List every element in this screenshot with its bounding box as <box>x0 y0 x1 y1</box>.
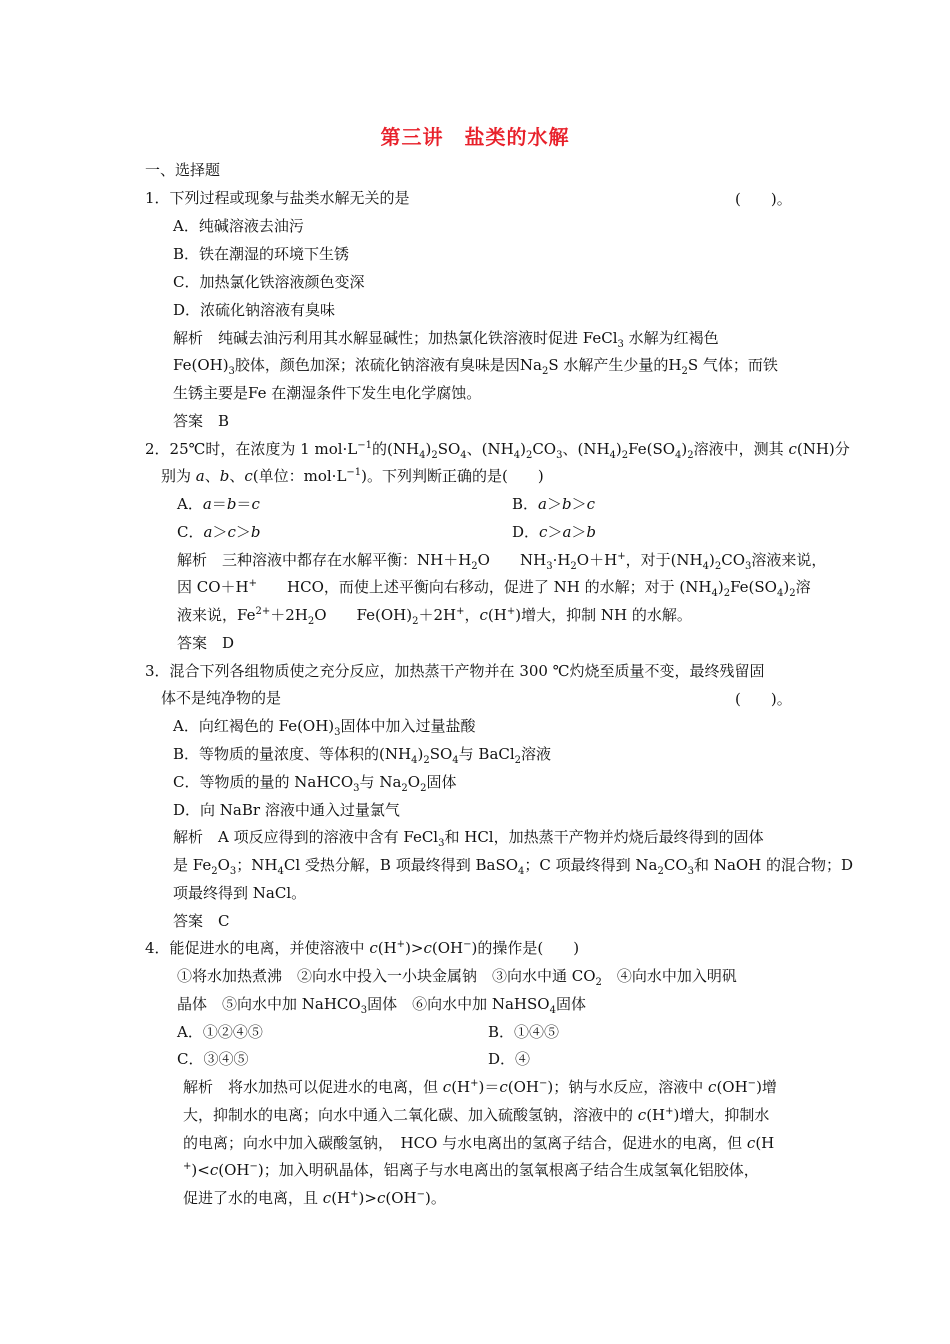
q1-analysis-line1: 解析 纯碱去油污利用其水解显碱性；加热氯化铁溶液时促进 FeCl$_3$ 水解为红褐色 <box>173 329 719 350</box>
q2-analysis-line1: 解析 三种溶液中都存在水解平衡：$NH+H_2O$ $NH_3\cdot H_2O+H^+$，对于$(NH_4)_2CO_3$溶液来说， <box>177 551 827 572</box>
q1-analysis-line2: $Fe(OH)_3$胶体，颜色加深；浓硫化钠溶液有臭味是因$Na_2S$ 水解产生少量的$H_2S$ 气体；而铁 <box>173 356 778 377</box>
q4-items-line2: 晶体 ⑤向水中加 NaHCO$_3$固体 ⑥向水中加 NaHSO$_4$固体 <box>177 995 586 1016</box>
q1-option-c: C．加热氯化铁溶液颜色变深 <box>173 273 365 291</box>
q1-option-d: D．浓硫化钠溶液有臭味 <box>173 301 336 319</box>
q2-option-a: A．a＝b＝c <box>177 495 260 513</box>
q2-answer: 答案 D <box>177 634 235 652</box>
q4-option-d: D．④ <box>488 1050 531 1068</box>
q2-stem-line2: 别为 a、b、c(单位：$mol\cdot L^{-1}$)。下列判断正确的是( ) <box>161 467 544 485</box>
q4-analysis-line2: 大，抑制水的电离；向水中通入二氧化碳、加入硫酸氢钠，溶液中的 c(H+)增大，抑制水 <box>183 1106 770 1124</box>
q3-option-a: A．向红褐色的 $Fe(OH)_3$固体中加入过量盐酸 <box>173 717 476 738</box>
q4-analysis-line1: 解析 将水加热可以促进水的电离，但 c(H+)＝c(OH−)；钠与水反应，溶液中 c(OH−)增 <box>183 1078 777 1096</box>
q4-option-c: C．③④⑤ <box>177 1050 249 1068</box>
q3-answer-blank: ( )。 <box>735 690 792 708</box>
q3-option-c: C．等物质的量的 NaHCO$_3$与 $Na_2O_2$固体 <box>173 773 457 794</box>
q1-analysis-line3: 生锈主要是Fe 在潮湿条件下发生电化学腐蚀。 <box>173 384 482 402</box>
q1-stem: 1．下列过程或现象与盐类水解无关的是 <box>145 189 410 207</box>
q4-analysis-line5: 促进了水的电离，且 c(H+)>c(OH−)。 <box>183 1189 446 1207</box>
q1-answer-blank: ( )。 <box>735 190 792 208</box>
q3-stem-line2: 体不是纯净物的是 <box>161 689 282 707</box>
q1-option-b: B．铁在潮湿的环境下生锈 <box>173 245 350 263</box>
q3-answer: 答案 C <box>173 912 230 930</box>
q2-stem-line1: 2．25℃时，在浓度为 1 $mol\cdot L^{-1}$的$(NH_4)_2SO_4$、$(NH_4)_2CO_3$、$(NH_4)_2Fe(SO_4)_2$溶液中，测其 c(NH)分 <box>145 440 850 461</box>
q1-answer: 答案 B <box>173 412 230 430</box>
q1-option-a: A．纯碱溶液去油污 <box>173 217 304 235</box>
q3-stem-line1: 3．混合下列各组物质使之充分反应，加热蒸干产物并在 300 ℃灼烧至质量不变，最终残留固 <box>145 662 765 680</box>
q3-option-b: B．等物质的量浓度、等体积的$(NH_4)_2SO_4$与 BaCl$_2$溶液 <box>173 745 552 766</box>
q2-option-c: C．a＞c＞b <box>177 523 261 541</box>
q4-items-line1: ①将水加热煮沸 ②向水中投入一小块金属钠 ③向水中通 $CO_2$ ④向水中加入明矾 <box>177 967 737 988</box>
page-title: 第三讲 盐类的水解 <box>380 125 570 149</box>
q3-analysis-line3: 项最终得到 NaCl。 <box>173 884 307 902</box>
section-heading: 一、选择题 <box>145 161 221 179</box>
q3-option-d: D．向 NaBr 溶液中通入过量氯气 <box>173 801 400 819</box>
q2-option-d: D．c＞a＞b <box>512 523 597 541</box>
q4-analysis-line4: +)<c(OH−)；加入明矾晶体，铝离子与水电离出的氢氧根离子结合生成氢氧化铝胶体， <box>183 1161 759 1179</box>
q3-analysis-line1: 解析 A 项反应得到的溶液中含有 FeCl$_3$和 HCl，加热蒸干产物并灼烧后最终得到的固体 <box>173 828 764 849</box>
q4-option-b: B．①④⑤ <box>488 1023 560 1041</box>
q2-analysis-line3: 液来说，$Fe^{2+}+2H_2O$ $Fe(OH)_2+2H^+$，c(H+)增大，抑制 NH 的水解。 <box>177 606 692 627</box>
q2-option-b: B．a＞b＞c <box>512 495 596 513</box>
q4-analysis-line3: 的电离；向水中加入碳酸氢钠， HCO 与水电离出的氢离子结合，促进水的电离，但 c(H <box>183 1134 775 1152</box>
q4-stem: 4．能促进水的电离，并使溶液中 c(H+)>c(OH−)的操作是( ) <box>145 939 580 957</box>
q2-analysis-line2: 因 CO＋H+ HCO，而使上述平衡向右移动，促进了 NH 的水解；对于 $(NH_4)_2Fe(SO_4)_2$溶 <box>177 578 811 599</box>
q3-analysis-line2: 是 $Fe_2O_3$；$NH_4Cl$ 受热分解，B 项最终得到 BaSO$_4$；C 项最终得到 $Na_2CO_3$和 NaOH 的混合物；D <box>173 856 854 877</box>
q4-option-a: A．①②④⑤ <box>177 1023 263 1041</box>
